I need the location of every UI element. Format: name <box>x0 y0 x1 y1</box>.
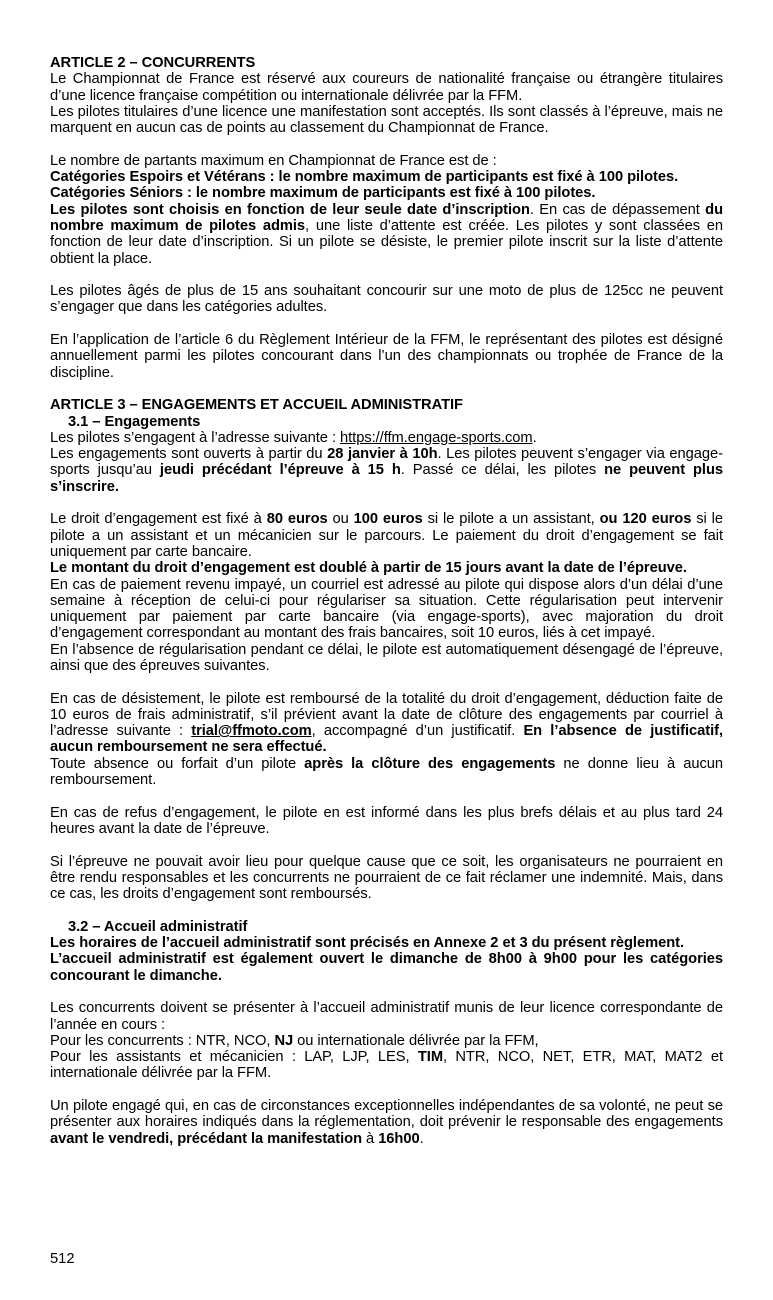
text-run: ou 120 euros <box>599 511 692 528</box>
page-number: 512 <box>50 1251 75 1267</box>
text-run: Toute absence ou forfait d’un pilote <box>50 755 305 772</box>
text-run: En l’application de l’article 6 du Règlement Intérieur de la FFM, le représentant des pilotes est désigné annuellement parmi les pilotes concourant dans l’un des championnats ou trophée de France de la discipline. <box>50 332 723 381</box>
paragraph <box>50 560 723 576</box>
text-run: 3.1 – Engagements <box>68 413 201 430</box>
text-run: 28 janvier à 10h <box>327 446 438 463</box>
paragraph-gap <box>50 837 723 853</box>
paragraph-gap <box>50 316 723 332</box>
paragraph <box>50 1049 723 1082</box>
text-run: En l’absence de justificatif, aucun remboursement ne sera effectué. <box>50 723 723 756</box>
heading <box>50 55 723 71</box>
text-run: du nombre maximum de pilotes admis <box>50 201 723 234</box>
text-run: Pour les concurrents : NTR, NCO, <box>50 1032 275 1049</box>
text-run: Les concurrents doivent se présenter à l’accueil administratif munis de leur licence correspondante de l’année en cours : <box>50 1000 723 1033</box>
text-run: ARTICLE 2 – CONCURRENTS <box>50 55 256 71</box>
text-run: En l’absence de régularisation pendant ce délai, le pilote est automatiquement désengagé de l’épreuve, ainsi que des épreuves suivantes. <box>50 641 723 674</box>
document-body <box>50 55 723 1147</box>
text-run: , NTR, NCO, NET, ETR, MAT, MAT2 et internationale délivrée par la FFM. <box>50 1049 724 1082</box>
heading <box>50 414 723 430</box>
text-run: si le pilote a un assistant, <box>422 511 600 528</box>
text-run: 3.2 – Accueil administratif <box>68 918 248 935</box>
paragraph <box>50 691 723 756</box>
text-run: après la clôture des engagements <box>304 755 556 772</box>
paragraph <box>50 805 723 838</box>
text-run: NJ <box>274 1032 294 1049</box>
paragraph <box>50 854 723 903</box>
text-run: , une liste d’attente est créée. Les pilotes y sont classées en fonction de leur date d’inscription. Si un pilote se désiste, le premier pilote inscrit sur la liste d’attente obtient la place. <box>50 217 723 267</box>
text-run: En cas de paiement revenu impayé, un courriel est adressé au pilote qui dispose alors d’un délai d’une semaine à réception de celui-ci pour régulariser sa situation. Cette régularisation peut intervenir uniquement par paiement par carte bancaire (via engage-sports), avec majoration du droit d’engagement correspondant au montant des frais bancaires, soit 10 euros, liés à cet impayé. <box>50 576 723 642</box>
text-run: . Passé ce délai, les pilotes <box>400 462 605 479</box>
text-run: ne peuvent plus s’inscrire. <box>50 462 723 495</box>
paragraph <box>50 104 723 137</box>
text-run: Les engagements sont ouverts à partir du <box>50 446 328 463</box>
paragraph-gap <box>50 136 723 152</box>
text-run: L’accueil administratif est également ouvert le dimanche de 8h00 à 9h00 pour les catégories concourant le dimanche. <box>50 951 723 984</box>
paragraph <box>50 153 723 169</box>
text-run: Les pilotes sont choisis en fonction de leur seule date d’inscription <box>50 201 530 218</box>
text-run: , accompagné d’un justificatif. <box>311 723 524 740</box>
text-run: Catégories Séniors : le nombre maximum de participants est fixé à 100 pilotes. <box>50 185 596 202</box>
paragraph-gap <box>50 267 723 283</box>
heading <box>50 397 723 413</box>
text-run: Le montant du droit d’engagement est doublé à partir de 15 jours avant la date de l’épreuve. <box>50 560 687 577</box>
text-run: 16h00 <box>378 1130 420 1147</box>
paragraph <box>50 1098 723 1147</box>
paragraph <box>50 446 723 495</box>
paragraph <box>50 511 723 560</box>
text-run: ou <box>327 511 354 528</box>
text-run: ARTICLE 3 – ENGAGEMENTS ET ACCUEIL ADMINISTRATIF <box>50 397 463 414</box>
text-run: avant le vendredi, précédant la manifestation <box>50 1130 362 1147</box>
email-link[interactable]: trial@ffmoto.com <box>191 723 312 740</box>
text-run: TIM <box>417 1049 444 1066</box>
paragraph <box>50 71 723 104</box>
text-run: 100 euros <box>353 511 423 528</box>
text-run: Si l’épreuve ne pouvait avoir lieu pour quelque cause que ce soit, les organisateurs ne pourraient en être rendu responsables et les concurrents ne pourraient de ce fait réclamer une indemnité. Mais, dans ce cas, les droits d’engagement sont remboursés. <box>50 853 723 903</box>
paragraph-gap <box>50 984 723 1000</box>
paragraph <box>50 202 723 267</box>
paragraph <box>50 332 723 381</box>
text-run: En cas de désistement, le pilote est remboursé de la totalité du droit d’engagement, déduction faite de 10 euros de frais administratif, s’il prévient avant la date de clôture des engagements par courriel à l’adresse suivante : <box>50 690 723 740</box>
text-run: Les pilotes titulaires d’une licence une manifestation sont acceptés. Ils sont classés à l’épreuve, mais ne marquent en aucun cas de points au classement du Championnat de France. <box>50 103 723 137</box>
paragraph <box>50 169 723 185</box>
text-run: . <box>419 1130 424 1147</box>
text-run: . Les pilotes peuvent s’engager via engage-sports jusqu’au <box>50 446 723 479</box>
paragraph-gap <box>50 381 723 397</box>
text-run: Pour les assistants et mécanicien : LAP, LJP, LES, <box>50 1049 418 1066</box>
paragraph <box>50 951 723 984</box>
text-run: ne donne lieu à aucun remboursement. <box>50 755 723 789</box>
paragraph <box>50 185 723 201</box>
text-run: Catégories Espoirs et Vétérans : le nombre maximum de participants est fixé à 100 pilotes. <box>50 169 679 186</box>
text-run: ou internationale délivrée par la FFM, <box>293 1032 539 1049</box>
text-run: En cas de refus d’engagement, le pilote en est informé dans les plus brefs délais et au plus tard 24 heures avant la date de l’épreuve. <box>50 804 723 837</box>
paragraph <box>50 642 723 675</box>
text-run: Un pilote engagé qui, en cas de circonstances exceptionnelles indépendantes de sa volonté, ne peut se présenter aux horaires indiqués dans la réglementation, doit prévenir le responsable des engagements <box>50 1098 723 1131</box>
text-run: . En cas de dépassement <box>529 201 706 218</box>
paragraph <box>50 1033 723 1049</box>
paragraph <box>50 756 723 789</box>
paragraph-gap <box>50 1082 723 1098</box>
paragraph <box>50 283 723 316</box>
paragraph <box>50 430 723 446</box>
paragraph-gap <box>50 788 723 804</box>
text-run: Les horaires de l’accueil administratif sont précisés en Annexe 2 et 3 du présent règlement. <box>50 935 684 952</box>
text-run: Le droit d’engagement est fixé à <box>50 511 267 528</box>
text-run: . <box>532 429 537 446</box>
engage-sports-link[interactable]: https://ffm.engage-sports.com <box>340 429 533 446</box>
text-run: jeudi précédant l’épreuve à 15 h <box>159 462 401 479</box>
paragraph-gap <box>50 495 723 511</box>
text-run: à <box>362 1130 379 1147</box>
text-run: Le Championnat de France est réservé aux coureurs de nationalité française ou étrangère titulaires d’une licence française compétition ou internationale délivrée par la FFM. <box>50 71 723 104</box>
text-run: Les pilotes s’engagent à l’adresse suivante : <box>50 429 341 446</box>
text-run: 80 euros <box>266 511 328 528</box>
text-run: si le pilote a un assistant et un mécanicien sur le parcours. Le paiement du droit d’engagement se fait uniquement par carte bancaire. <box>50 511 723 560</box>
paragraph-gap <box>50 674 723 690</box>
paragraph <box>50 1000 723 1033</box>
paragraph <box>50 577 723 642</box>
paragraph <box>50 935 723 951</box>
heading <box>50 919 723 935</box>
paragraph-gap <box>50 902 723 918</box>
text-run: Les pilotes âgés de plus de 15 ans souhaitant concourir sur une moto de plus de 125cc ne peuvent s’engager que dans les catégories adultes. <box>50 283 723 316</box>
text-run: Le nombre de partants maximum en Championnat de France est de : <box>50 152 497 169</box>
